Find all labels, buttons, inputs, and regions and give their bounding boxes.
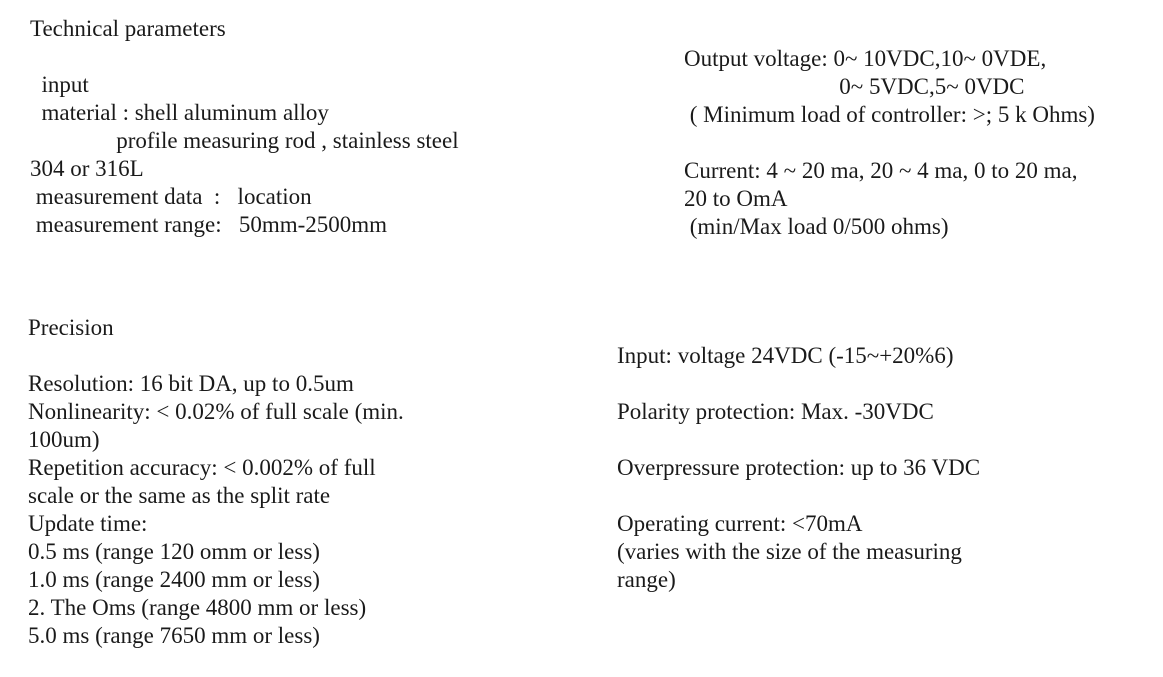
text-line xyxy=(617,426,980,454)
text-line: 1.0 ms (range 2400 mm or less) xyxy=(28,567,320,592)
text-line: input xyxy=(30,72,89,97)
text-line: measurement data : location xyxy=(30,184,312,209)
text-line xyxy=(28,342,404,370)
text-line: 100um) xyxy=(28,427,100,452)
text-line: 20 to OmA xyxy=(684,186,788,211)
text-line: 0~ 5VDC,5~ 0VDC xyxy=(684,74,1025,99)
text-line: range) xyxy=(617,567,676,592)
text-line xyxy=(617,482,980,510)
text-line: Input: voltage 24VDC (-15~+20%6) xyxy=(617,343,954,368)
text-line: Technical parameters xyxy=(30,16,226,41)
text-line: 0.5 ms (range 120 omm or less) xyxy=(28,539,320,564)
text-line: (min/Max load 0/500 ohms) xyxy=(684,214,949,239)
text-line: Update time: xyxy=(28,511,148,536)
text-line: Polarity protection: Max. -30VDC xyxy=(617,399,934,424)
section-power-protection xyxy=(617,342,980,594)
text-line: ( Minimum load of controller: >; 5 k Ohms) xyxy=(684,102,1095,127)
section-precision xyxy=(28,314,404,650)
text-line: Overpressure protection: up to 36 VDC xyxy=(617,455,981,480)
text-line: Nonlinearity: < 0.02% of full scale (min. xyxy=(28,399,404,424)
section-output-voltage-current xyxy=(684,45,1095,241)
text-line: scale or the same as the split rate xyxy=(28,483,331,508)
text-line xyxy=(684,129,1095,157)
text-line: Output voltage: 0~ 10VDC,10~ 0VDE, xyxy=(684,46,1047,71)
text-line: Repetition accuracy: < 0.002% of full xyxy=(28,455,376,480)
text-line: measurement range: 50mm-2500mm xyxy=(30,212,388,237)
text-line: 2. The Oms (range 4800 mm or less) xyxy=(28,595,367,620)
text-line: material : shell aluminum alloy xyxy=(30,100,329,125)
text-line: 304 or 316L xyxy=(30,156,144,181)
text-line: Operating current: <70mA xyxy=(617,511,863,536)
text-line xyxy=(617,370,980,398)
text-line: profile measuring rod , stainless steel xyxy=(30,128,459,153)
section-technical-parameters xyxy=(30,15,459,239)
text-line: 5.0 ms (range 7650 mm or less) xyxy=(28,623,320,648)
text-line: Precision xyxy=(28,315,114,340)
text-line: (varies with the size of the measuring xyxy=(617,539,962,564)
text-line xyxy=(30,43,459,71)
text-line: Current: 4 ~ 20 ma, 20 ~ 4 ma, 0 to 20 ma, xyxy=(684,158,1078,183)
text-line: Resolution: 16 bit DA, up to 0.5um xyxy=(28,371,354,396)
